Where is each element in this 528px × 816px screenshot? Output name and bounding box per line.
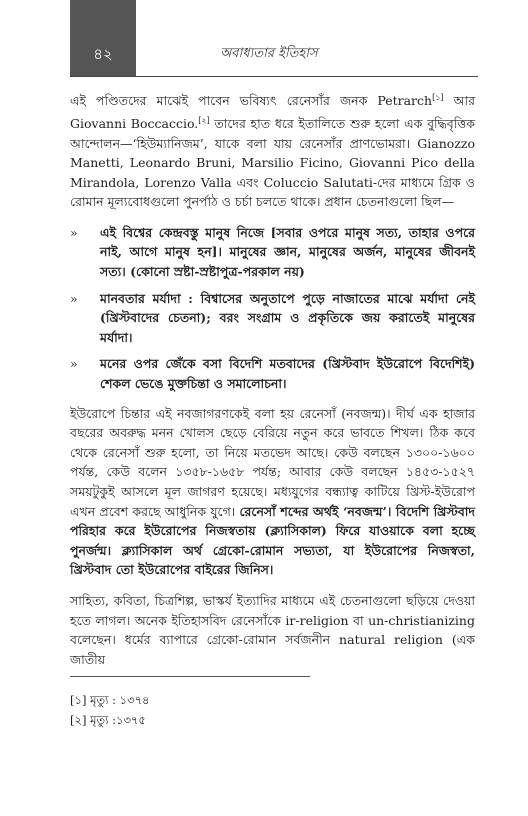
- point-text: মনের ওপর জেঁকে বসা বিদেশি মতবাদের (খ্রিস্টবাদ ইউরোপে বিদেশিই) শেকল ভেঙে মুক্তচিন্তা ও সমালোচনা।: [100, 356, 475, 392]
- page-number-tab: [70, 0, 136, 76]
- intro-paragraph: [70, 88, 475, 212]
- renaissance-text: ইউরোপে চিন্তার এই নবজাগরণকেই বলা হয় রেনেসাঁ (নবজন্ম)। দীর্ঘ এক হাজার বছরের অবরুদ্ধ মনন খোলস ছেড়ে বেরিয়ে নতুন করে ভাবতে শিখল। ঠিক কবে থেকে রেনেসাঁ শুরু হলো, তা নিয়ে মতভেদ আছে। কেউ বলছেন ১৩০০-১৬০০ পর্যন্ত, কেউ বলেন ১৩৫৮-১৬৫৮ পর্যন্ত; আবার কেউ বলছেন ১৪৫৩-১৫২৭ সময়টুকুই আসলে মূল জাগরণ হয়েছে। মধ্যযুগের বন্ধ্যাত্ব কাটিয়ে খ্রিস্ট-ইউরোপ এখন প্রবেশ করছে আধুনিক যুগে।: [70, 405, 475, 519]
- footnote-ref-1[interactable]: [১]: [432, 93, 444, 102]
- bullet-icon: »: [70, 224, 78, 240]
- list-item: [70, 354, 475, 393]
- page-number: ৪২: [93, 45, 113, 63]
- literature-paragraph: সাহিত্য, কবিতা, চিত্রশিল্প, ভাস্কর্য ইত্যাদির মাধ্যমে এই চেতনাগুলো ছড়িয়ে দেওয়া হতে লাগল। অনেক ইতিহাসবিদ রেনেসাঁকে ir-religion বা un-christianizing বলেছেন। ধর্মের ব্যাপারে গ্রেকো-রোমান সর্বজনীন natural religion (এক জাতীয়: [70, 592, 475, 667]
- key-points-list: [70, 223, 475, 394]
- footnote-1: [১] মৃত্যু : ১৩৭৪: [70, 693, 150, 707]
- renaissance-bold-text: রেনেসাঁ শব্দের অর্থই ‘নবজন্ম’। বিদেশি খ্রিস্টবাদ পরিহার করে ইউরোপের নিজস্বতায় (ক্ল্যাসিকাল) ফিরে যাওয়াকে বলা হচ্ছে পুনর্জন্ম। ক্ল্যাসিকাল অর্থ গ্রেকো-রোমান সভ্যতা, যা ইউরোপের নিজস্বতা, খ্রিস্টবাদ তো ইউরোপের বাইরের জিনিস।: [70, 503, 475, 578]
- intro-text-1: এই পণ্ডিতদের মাঝেই পাবেন ভবিষ্যৎ রেনেসাঁর জনক Petrarch: [70, 93, 433, 109]
- running-title: অবাধ্যতার ইতিহাস: [220, 46, 318, 61]
- point-text: এই বিশ্বের কেন্দ্রবস্তু মানুষ নিজে [সবার ওপরে মানুষ সত্য, তাহার ওপরে নাই, আগে মানুষ হন]। মানুষের জ্ঞান, মানুষের অর্জন, মানুষের জীবনই সত্য। (কোনো স্রষ্টা-স্রষ্টাপুত্র-পরকাল নয়): [100, 224, 475, 280]
- footnotes: [70, 690, 150, 730]
- bullet-icon: »: [70, 356, 78, 372]
- intro-text-2: আর Giovanni Boccaccio.: [70, 93, 476, 131]
- bullet-icon: »: [70, 290, 78, 306]
- intro-text-3: তাদের হাত ধরে ইতালিতে শুরু হলো এক বুদ্ধিবৃত্তিক আন্দোলন—‘হিউম্যানিজম’, যাকে বলা যায় রেনেসাঁর প্রাণভোমরা। Gianozzo Manetti, Leonardo Bruni, Marsilio Ficino, Giovanni Pico della Mirandola, Lorenzo Valla এবং Coluccio Salutati-দের মাধ্যমে গ্রিক ও রোমান মূল্যবোধগুলো পুনর্পাঠ ও চর্চা চলতে থাকে। প্রধান চেতনাগুলো ছিল—: [70, 115, 475, 210]
- footnote-ref-2[interactable]: [২]: [198, 115, 210, 125]
- page-body: [70, 88, 475, 680]
- header-divider: [70, 76, 478, 77]
- footnote-divider: [70, 676, 310, 677]
- footnote-2: [২] মৃত্যু :১৩৭৫: [70, 713, 146, 727]
- list-item: [70, 289, 475, 348]
- renaissance-paragraph: [70, 404, 475, 580]
- list-item: [70, 223, 475, 282]
- point-text: মানবতার মর্যাদা : বিশ্বাসের অনুতাপে পুড়ে নাজাতের মাঝে মর্যাদা নেই (খ্রিস্টবাদের চেতনা); বরং সংগ্রাম ও প্রকৃতিকে জয় করাতেই মানুষের মর্যাদা।: [100, 290, 475, 345]
